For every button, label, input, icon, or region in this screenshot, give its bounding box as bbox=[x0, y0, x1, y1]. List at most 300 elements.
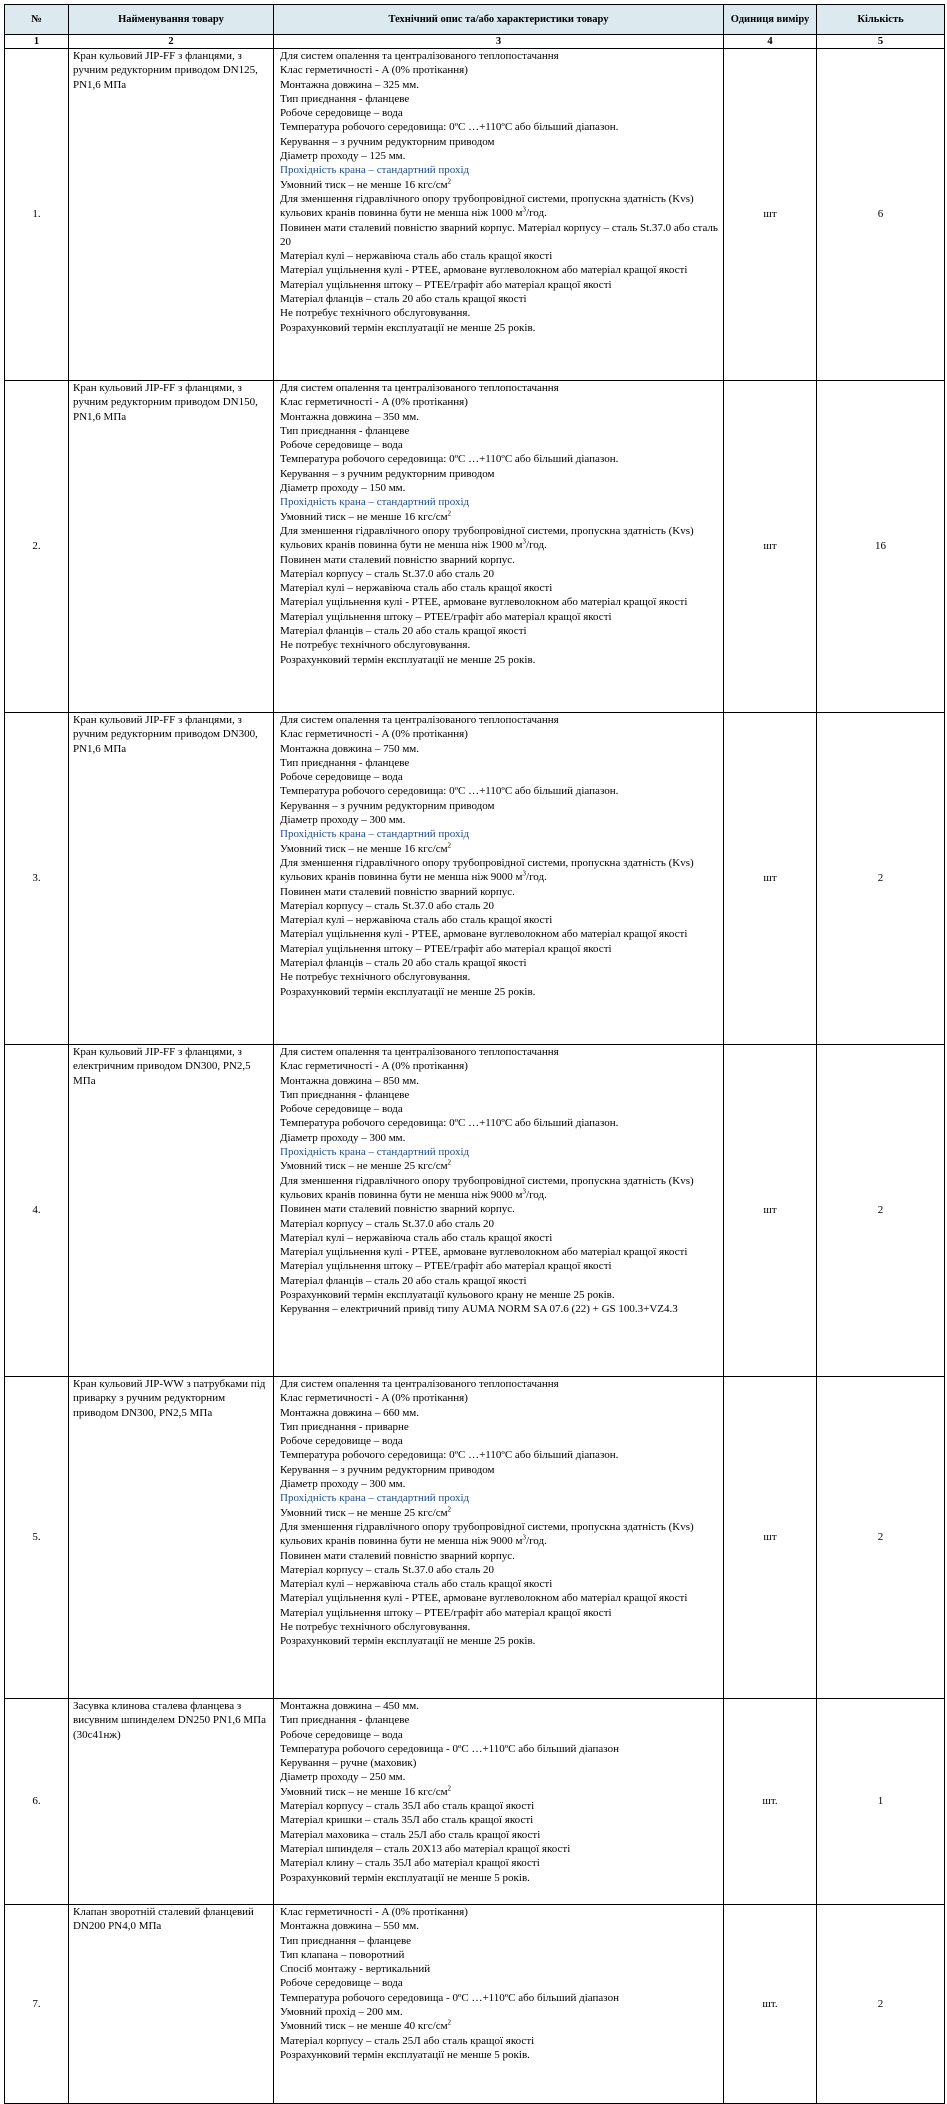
row-number: 3. bbox=[5, 713, 69, 1045]
description-line bbox=[280, 1606, 719, 1620]
description-line bbox=[280, 1549, 719, 1563]
description-text: Для систем опалення та централізованого теплопостачання bbox=[280, 1046, 559, 1058]
description-line bbox=[280, 78, 719, 92]
description-text: Діаметр проходу – 300 мм. bbox=[280, 814, 406, 827]
description-text: Для систем опалення та централізованого теплопостачання bbox=[280, 50, 559, 62]
description-text: Прохідність крана – стандартний прохід bbox=[280, 1492, 470, 1505]
unit-superscript: 3 bbox=[522, 537, 527, 546]
description-text: Для зменшення гідравлічного опору трубопровідної системи, пропускна здатність (Kvs) кульових кранів повинна бути не менша ніж 9000 м bbox=[280, 1520, 694, 1548]
description-line bbox=[280, 1088, 719, 1102]
description-text: Матеріал ущільнення кулі - PTEE, армоване вуглеволокном або матеріал кращої якості bbox=[280, 928, 688, 941]
description-line bbox=[280, 1288, 719, 1302]
description-line bbox=[280, 192, 719, 221]
description-line bbox=[280, 1871, 719, 1885]
description-line bbox=[280, 956, 719, 970]
description-text: Матеріал кулі – нержавіюча сталь або сталь кращої якості bbox=[280, 914, 553, 927]
description-line bbox=[280, 1434, 719, 1448]
product-name: Кран кульовий JIP-WW з патрубками під приварку з ручним редукторним приводом DN300, PN2,5 МПа bbox=[69, 1377, 274, 1699]
description-line-highlight bbox=[280, 827, 719, 841]
description-text: Матеріал шпинделя – сталь 20Х13 або матеріал кращої якості bbox=[280, 1842, 571, 1855]
description-text: Матеріал ущільнення штоку – PTEE/графіт або матеріал кращої якості bbox=[280, 278, 612, 291]
description-text: Для зменшення гідравлічного опору трубопровідної системи, пропускна здатність (Kvs) кульових кранів повинна бути не менша ніж 9000 м bbox=[280, 856, 694, 884]
description-line bbox=[280, 1245, 719, 1259]
product-name: Кран кульовий JIP-FF з фланцями, з ручним редукторним приводом DN150, PN1,6 МПа bbox=[69, 381, 274, 713]
description-text: Матеріал кулі – нержавіюча сталь або сталь кращої якості bbox=[280, 250, 553, 263]
row-number: 4. bbox=[5, 1045, 69, 1377]
description-line bbox=[280, 1102, 719, 1116]
description-line bbox=[280, 985, 719, 999]
description-text: Тип приєднання - приварне bbox=[280, 1420, 409, 1433]
description-text: Клас герметичності - A (0% протікання) bbox=[280, 1906, 468, 1918]
description-text: Температура робочого середовища: 0ºС …+110ºС або більший діапазон. bbox=[280, 1117, 619, 1130]
description-line bbox=[280, 1634, 719, 1648]
description-line bbox=[280, 799, 719, 813]
header-row bbox=[5, 5, 945, 35]
description-line bbox=[280, 638, 719, 652]
description-line bbox=[280, 1799, 719, 1813]
column-number: 2 bbox=[69, 35, 274, 49]
header-name: Найменування товару bbox=[69, 5, 274, 35]
unit-superscript: 3 bbox=[522, 1533, 527, 1542]
product-description bbox=[274, 1905, 724, 2104]
description-line bbox=[280, 553, 719, 567]
description-line bbox=[280, 1131, 719, 1145]
description-line bbox=[280, 756, 719, 770]
description-text: Робоче середовище – вода bbox=[280, 1435, 403, 1448]
description-line bbox=[280, 1231, 719, 1245]
description-text: Робоче середовище – вода bbox=[280, 1728, 403, 1741]
description-text: Клас герметичності - A (0% протікання) bbox=[280, 1392, 468, 1405]
description-text: Клас герметичності - A (0% протікання) bbox=[280, 64, 468, 77]
quantity: 2 bbox=[817, 713, 945, 1045]
table-row bbox=[5, 1699, 945, 1905]
description-text: Матеріал ущільнення штоку – PTEE/графіт або матеріал кращої якості bbox=[280, 610, 612, 623]
description-line bbox=[280, 249, 719, 263]
description-text: Для зменшення гідравлічного опору трубопровідної системи, пропускна здатність (Kvs) кульових кранів повинна бути не менша ніж 9000 м bbox=[280, 1174, 694, 1201]
description-line bbox=[280, 899, 719, 913]
description-text: Монтажна довжина – 660 мм. bbox=[280, 1406, 419, 1419]
description-text: Керування – з ручним редукторним приводом bbox=[280, 135, 495, 148]
description-text: Монтажна довжина – 325 мм. bbox=[280, 78, 419, 91]
description-text: Умовний тиск – не менше 16 кгс/см bbox=[280, 178, 448, 191]
description-line bbox=[280, 321, 719, 335]
description-line bbox=[280, 842, 719, 856]
description-text: Керування – з ручним редукторним приводом bbox=[280, 799, 495, 812]
unit-superscript: 2 bbox=[447, 1158, 452, 1167]
description-text: Монтажна довжина – 450 мм. bbox=[280, 1700, 419, 1712]
description-line bbox=[280, 178, 719, 192]
description-text: Умовний тиск – не менше 16 кгс/см bbox=[280, 1785, 448, 1798]
description-line bbox=[280, 1259, 719, 1273]
product-name: Клапан зворотній сталевий фланцевий DN200 PN4,0 МПа bbox=[69, 1905, 274, 2104]
description-line bbox=[280, 381, 719, 395]
description-line bbox=[280, 92, 719, 106]
description-text: Діаметр проходу – 300 мм. bbox=[280, 1478, 406, 1491]
description-text: Не потребує технічного обслуговування. bbox=[280, 971, 471, 984]
row-number: 2. bbox=[5, 381, 69, 713]
row-number: 5. bbox=[5, 1377, 69, 1699]
description-text: Повинен мати сталевий повністю зварний корпус. bbox=[280, 885, 515, 898]
description-text: Прохідність крана – стандартний прохід bbox=[280, 828, 470, 841]
description-line bbox=[280, 438, 719, 452]
description-line bbox=[280, 1116, 719, 1130]
description-text: Монтажна довжина – 350 мм. bbox=[280, 410, 419, 423]
description-text: Розрахунковий термін експлуатації не менше 5 років. bbox=[280, 2048, 530, 2061]
description-text: Матеріал кулі – нержавіюча сталь або сталь кращої якості bbox=[280, 1578, 553, 1591]
description-line bbox=[280, 452, 719, 466]
description-line bbox=[280, 1713, 719, 1727]
description-line bbox=[280, 784, 719, 798]
description-text: Тип приєднання - фланцеве bbox=[280, 756, 410, 769]
unit-superscript: 2 bbox=[447, 509, 452, 518]
product-name: Кран кульовий JIP-FF з фланцями, з електричним приводом DN300, PN2,5 МПа bbox=[69, 1045, 274, 1377]
description-line bbox=[280, 1842, 719, 1856]
description-line bbox=[280, 1976, 719, 1990]
description-line bbox=[280, 727, 719, 741]
description-line bbox=[280, 2019, 719, 2033]
description-text: Прохідність крана – стандартний прохід bbox=[280, 164, 470, 177]
description-text: Діаметр проходу – 125 мм. bbox=[280, 150, 406, 163]
description-text: Розрахунковий термін експлуатації не менше 25 років. bbox=[280, 653, 536, 666]
description-text: Матеріал ущільнення штоку – PTEE/графіт або матеріал кращої якості bbox=[280, 1260, 612, 1273]
description-text: Тип приєднання - фланцеве bbox=[280, 424, 410, 437]
product-description bbox=[274, 49, 724, 381]
description-text: Робоче середовище – вода bbox=[280, 771, 403, 784]
description-text: Клас герметичності - A (0% протікання) bbox=[280, 396, 468, 409]
description-text: Матеріал корпусу – сталь St.37.0 або сталь 20 bbox=[280, 899, 495, 912]
description-text-suffix: /год. bbox=[526, 1188, 547, 1201]
description-line bbox=[280, 481, 719, 495]
description-text: Не потребує технічного обслуговування. bbox=[280, 639, 471, 652]
description-line bbox=[280, 467, 719, 481]
table-body bbox=[5, 49, 945, 2104]
description-line bbox=[280, 135, 719, 149]
description-line bbox=[280, 1302, 719, 1316]
unit-superscript: 3 bbox=[522, 205, 527, 214]
description-text: Клас герметичності - A (0% протікання) bbox=[280, 728, 468, 741]
product-description bbox=[274, 1699, 724, 1905]
description-line bbox=[280, 524, 719, 553]
column-number: 5 bbox=[817, 35, 945, 49]
description-line bbox=[280, 1563, 719, 1577]
description-line bbox=[280, 624, 719, 638]
description-text: Робоче середовище – вода bbox=[280, 107, 403, 120]
row-number: 1. bbox=[5, 49, 69, 381]
description-text: Тип приєднання – фланцеве bbox=[280, 1934, 412, 1947]
description-line bbox=[280, 885, 719, 899]
product-description bbox=[274, 713, 724, 1045]
description-text: Керування – електричний привід типу AUMA NORM SA 07.6 (22) + GS 100.3+VZ4.3 bbox=[280, 1303, 678, 1316]
description-line bbox=[280, 1756, 719, 1770]
description-text: Температура робочого середовища: 0ºС …+110ºС або більший діапазон. bbox=[280, 1449, 619, 1462]
description-text: Матеріал ущільнення кулі - PTEE, армоване вуглеволокном або матеріал кращої якості bbox=[280, 1246, 688, 1259]
row-number: 7. bbox=[5, 1905, 69, 2104]
description-text: Матеріал маховика – сталь 25Л або сталь кращої якості bbox=[280, 1828, 541, 1841]
description-line bbox=[280, 1728, 719, 1742]
description-line bbox=[280, 2034, 719, 2048]
description-line-highlight bbox=[280, 163, 719, 177]
quantity: 2 bbox=[817, 1377, 945, 1699]
unit-superscript: 2 bbox=[447, 2018, 452, 2027]
description-text: Матеріал клину – сталь 35Л або матеріал кращої якості bbox=[280, 1857, 540, 1870]
description-line bbox=[280, 63, 719, 77]
description-line bbox=[280, 1699, 719, 1713]
description-text: Матеріал корпусу – сталь 25Л або сталь кращої якості bbox=[280, 2034, 535, 2047]
description-text-suffix: /год. bbox=[526, 1535, 547, 1548]
description-text: Спосіб монтажу - вертикальний bbox=[280, 1963, 431, 1976]
description-text: Матеріал фланців – сталь 20 або сталь кращої якості bbox=[280, 293, 527, 306]
header-unit: Одиниця виміру bbox=[724, 5, 817, 35]
description-text: Тип приєднання - фланцеве bbox=[280, 92, 410, 105]
description-text: Для систем опалення та централізованого теплопостачання bbox=[280, 382, 559, 394]
description-text: Умовний тиск – не менше 16 кгс/см bbox=[280, 842, 448, 855]
description-text: Умовний тиск – не менше 25 кгс/см bbox=[280, 1160, 448, 1173]
description-text: Тип клапана – поворотний bbox=[280, 1948, 405, 1961]
description-line bbox=[280, 1406, 719, 1420]
description-text: Матеріал ущільнення кулі - PTEE, армоване вуглеволокном або матеріал кращої якості bbox=[280, 264, 688, 277]
description-line bbox=[280, 1217, 719, 1231]
description-text: Клас герметичності - A (0% протікання) bbox=[280, 1060, 468, 1073]
description-text: Монтажна довжина – 750 мм. bbox=[280, 742, 419, 755]
description-text: Матеріал фланців – сталь 20 або сталь кращої якості bbox=[280, 625, 527, 638]
description-text: Температура робочого середовища: 0ºС …+110ºС або більший діапазон. bbox=[280, 121, 619, 134]
description-text: Матеріал фланців – сталь 20 або сталь кращої якості bbox=[280, 957, 527, 970]
description-text: Повинен мати сталевий повністю зварний корпус. bbox=[280, 1203, 515, 1216]
description-text: Керування – з ручним редукторним приводом bbox=[280, 1463, 495, 1476]
description-line bbox=[280, 1742, 719, 1756]
header-quantity: Кількість bbox=[817, 5, 945, 35]
description-text: Температура робочого середовища - 0ºС …+110ºС або більший діапазон bbox=[280, 1742, 619, 1755]
description-line bbox=[280, 1477, 719, 1491]
product-name: Засувка клинова сталева фланцева з висувним шпинделем DN250 PN1,6 МПа (30с41нж) bbox=[69, 1699, 274, 1905]
description-text: Умовний тиск – не менше 16 кгс/см bbox=[280, 510, 448, 523]
description-line bbox=[280, 1448, 719, 1462]
description-text: Для зменшення гідравлічного опору трубопровідної системи, пропускна здатність (Kvs) кульових кранів повинна бути не менша ніж 1000 м bbox=[280, 192, 694, 220]
unit-of-measure: шт bbox=[724, 1377, 817, 1699]
unit-of-measure: шт. bbox=[724, 1905, 817, 2104]
description-text: Діаметр проходу – 150 мм. bbox=[280, 482, 406, 495]
description-line bbox=[280, 970, 719, 984]
quantity: 2 bbox=[817, 1045, 945, 1377]
table-row bbox=[5, 49, 945, 381]
description-text: Робоче середовище – вода bbox=[280, 1977, 403, 1990]
description-text-suffix: /год. bbox=[526, 207, 547, 220]
quantity: 1 bbox=[817, 1699, 945, 1905]
description-text-suffix: /год. bbox=[526, 539, 547, 552]
description-line bbox=[280, 1962, 719, 1976]
description-line bbox=[280, 1813, 719, 1827]
description-text: Для зменшення гідравлічного опору трубопровідної системи, пропускна здатність (Kvs) кульових кранів повинна бути не менша ніж 1900 м bbox=[280, 524, 694, 552]
description-line bbox=[280, 581, 719, 595]
description-line bbox=[280, 278, 719, 292]
description-text: Температура робочого середовища - 0ºС …+110ºС або більший діапазон bbox=[280, 1991, 619, 2004]
description-text: Умовний прохід – 200 мм. bbox=[280, 2006, 403, 2019]
description-text: Матеріал фланців – сталь 20 або сталь кращої якості bbox=[280, 1274, 527, 1287]
description-line bbox=[280, 1785, 719, 1799]
description-text: Температура робочого середовища: 0ºС …+110ºС або більший діапазон. bbox=[280, 453, 619, 466]
description-text: Розрахунковий термін експлуатації кульового крану не менше 25 років. bbox=[280, 1289, 615, 1302]
description-line bbox=[280, 1770, 719, 1784]
description-line bbox=[280, 770, 719, 784]
description-text: Матеріал ущільнення кулі - PTEE, армоване вуглеволокном або матеріал кращої якості bbox=[280, 596, 688, 609]
description-text: Розрахунковий термін експлуатації не менше 25 років. bbox=[280, 985, 536, 998]
description-line bbox=[280, 942, 719, 956]
description-text: Матеріал корпусу – сталь 35Л або сталь кращої якості bbox=[280, 1800, 535, 1813]
description-line bbox=[280, 713, 719, 727]
unit-of-measure: шт bbox=[724, 1045, 817, 1377]
description-line bbox=[280, 1420, 719, 1434]
description-line bbox=[280, 1577, 719, 1591]
description-line bbox=[280, 1520, 719, 1549]
product-description bbox=[274, 381, 724, 713]
description-line bbox=[280, 742, 719, 756]
description-line bbox=[280, 510, 719, 524]
description-line bbox=[280, 149, 719, 163]
description-line bbox=[280, 1045, 719, 1059]
description-text: Керування – з ручним редукторним приводом bbox=[280, 467, 495, 480]
description-line bbox=[280, 395, 719, 409]
description-text: Матеріал ущільнення штоку – PTEE/графіт або матеріал кращої якості bbox=[280, 1606, 612, 1619]
quantity: 16 bbox=[817, 381, 945, 713]
table-row bbox=[5, 381, 945, 713]
product-name: Кран кульовий JIP-FF з фланцями, з ручним редукторним приводом DN125, PN1,6 МПа bbox=[69, 49, 274, 381]
description-line bbox=[280, 1059, 719, 1073]
description-line bbox=[280, 1274, 719, 1288]
description-line bbox=[280, 292, 719, 306]
description-text: Повинен мати сталевий повністю зварний корпус. Матеріал корпусу – сталь St.37.0 або сталь 20 bbox=[280, 221, 718, 248]
header-number: № bbox=[5, 5, 69, 35]
header-description: Технічний опис та/або характеристики товару bbox=[274, 5, 724, 35]
description-line bbox=[280, 1174, 719, 1203]
description-text: Для систем опалення та централізованого теплопостачання bbox=[280, 714, 559, 726]
description-text: Для систем опалення та централізованого теплопостачання bbox=[280, 1378, 559, 1390]
description-line bbox=[280, 424, 719, 438]
description-text: Тип приєднання - фланцеве bbox=[280, 1088, 410, 1101]
description-text: Матеріал корпусу – сталь St.37.0 або сталь 20 bbox=[280, 1217, 495, 1230]
unit-of-measure: шт bbox=[724, 49, 817, 381]
description-text: Матеріал корпусу – сталь St.37.0 або сталь 20 bbox=[280, 1563, 495, 1576]
description-line bbox=[280, 1591, 719, 1605]
description-text: Робоче середовище – вода bbox=[280, 439, 403, 452]
product-description bbox=[274, 1045, 724, 1377]
description-text: Робоче середовище – вода bbox=[280, 1103, 403, 1116]
description-line bbox=[280, 306, 719, 320]
description-line bbox=[280, 1463, 719, 1477]
description-text: Матеріал кулі – нержавіюча сталь або сталь кращої якості bbox=[280, 582, 553, 595]
description-line bbox=[280, 567, 719, 581]
description-line bbox=[280, 1202, 719, 1216]
description-text: Матеріал ущільнення штоку – PTEE/графіт або матеріал кращої якості bbox=[280, 942, 612, 955]
description-line bbox=[280, 1620, 719, 1634]
description-text: Температура робочого середовища: 0ºС …+110ºС або більший діапазон. bbox=[280, 785, 619, 798]
description-line bbox=[280, 1377, 719, 1391]
description-line bbox=[280, 1074, 719, 1088]
description-text: Розрахунковий термін експлуатації не менше 25 років. bbox=[280, 1635, 536, 1648]
table-row bbox=[5, 1905, 945, 2104]
quantity: 2 bbox=[817, 1905, 945, 2104]
description-line-highlight bbox=[280, 1491, 719, 1505]
description-text: Матеріал корпусу – сталь St.37.0 або сталь 20 bbox=[280, 567, 495, 580]
description-text: Керування – ручне (маховик) bbox=[280, 1757, 417, 1770]
description-text: Умовний тиск – не менше 40 кгс/см bbox=[280, 2020, 448, 2033]
description-line bbox=[280, 595, 719, 609]
description-line bbox=[280, 1991, 719, 2005]
description-text: Прохідність крана – стандартний прохід bbox=[280, 496, 470, 509]
description-line bbox=[280, 653, 719, 667]
description-line bbox=[280, 2005, 719, 2019]
description-text: Умовний тиск – не менше 25 кгс/см bbox=[280, 1506, 448, 1519]
description-line bbox=[280, 221, 719, 250]
description-text: Матеріал кришки – сталь 35Л або сталь кращої якості bbox=[280, 1814, 534, 1827]
unit-superscript: 3 bbox=[522, 869, 527, 878]
description-line bbox=[280, 410, 719, 424]
unit-superscript: 2 bbox=[447, 177, 452, 186]
description-text: Матеріал ущільнення кулі - PTEE, армоване вуглеволокном або матеріал кращої якості bbox=[280, 1592, 688, 1605]
description-line-highlight bbox=[280, 495, 719, 509]
column-number-row bbox=[5, 35, 945, 49]
unit-superscript: 2 bbox=[447, 1784, 452, 1793]
unit-of-measure: шт. bbox=[724, 1699, 817, 1905]
description-line bbox=[280, 263, 719, 277]
description-text: Повинен мати сталевий повністю зварний корпус. bbox=[280, 553, 515, 566]
specification-table bbox=[4, 4, 945, 2104]
description-line bbox=[280, 913, 719, 927]
table-row bbox=[5, 713, 945, 1045]
description-text: Розрахунковий термін експлуатації не менше 5 років. bbox=[280, 1871, 530, 1884]
description-line bbox=[280, 1919, 719, 1933]
description-text: Не потребує технічного обслуговування. bbox=[280, 1621, 471, 1634]
description-text: Повинен мати сталевий повністю зварний корпус. bbox=[280, 1549, 515, 1562]
description-text: Діаметр проходу – 300 мм. bbox=[280, 1131, 406, 1144]
description-line bbox=[280, 106, 719, 120]
unit-superscript: 2 bbox=[447, 1505, 452, 1514]
description-line bbox=[280, 1506, 719, 1520]
unit-superscript: 2 bbox=[447, 841, 452, 850]
description-line bbox=[280, 1934, 719, 1948]
quantity: 6 bbox=[817, 49, 945, 381]
column-number: 1 bbox=[5, 35, 69, 49]
product-description bbox=[274, 1377, 724, 1699]
product-name: Кран кульовий JIP-FF з фланцями, з ручним редукторним приводом DN300, PN1,6 МПа bbox=[69, 713, 274, 1045]
description-text: Діаметр проходу – 250 мм. bbox=[280, 1771, 406, 1784]
description-text: Монтажна довжина – 850 мм. bbox=[280, 1074, 419, 1087]
description-text: Тип приєднання - фланцеве bbox=[280, 1714, 410, 1727]
description-line bbox=[280, 1948, 719, 1962]
unit-superscript: 3 bbox=[522, 1187, 527, 1196]
description-line bbox=[280, 1856, 719, 1870]
column-number: 3 bbox=[274, 35, 724, 49]
description-line bbox=[280, 2048, 719, 2062]
description-line bbox=[280, 927, 719, 941]
description-line bbox=[280, 49, 719, 63]
description-line-highlight bbox=[280, 1145, 719, 1159]
description-line bbox=[280, 120, 719, 134]
description-line bbox=[280, 856, 719, 885]
description-line bbox=[280, 1905, 719, 1919]
table-row bbox=[5, 1377, 945, 1699]
row-number: 6. bbox=[5, 1699, 69, 1905]
description-line bbox=[280, 610, 719, 624]
description-text: Розрахунковий термін експлуатації не менше 25 років. bbox=[280, 321, 536, 334]
description-line bbox=[280, 1828, 719, 1842]
column-number: 4 bbox=[724, 35, 817, 49]
description-text: Монтажна довжина – 550 мм. bbox=[280, 1920, 419, 1933]
description-line bbox=[280, 1391, 719, 1405]
description-line bbox=[280, 813, 719, 827]
description-text-suffix: /год. bbox=[526, 871, 547, 884]
unit-of-measure: шт bbox=[724, 381, 817, 713]
table-row bbox=[5, 1045, 945, 1377]
